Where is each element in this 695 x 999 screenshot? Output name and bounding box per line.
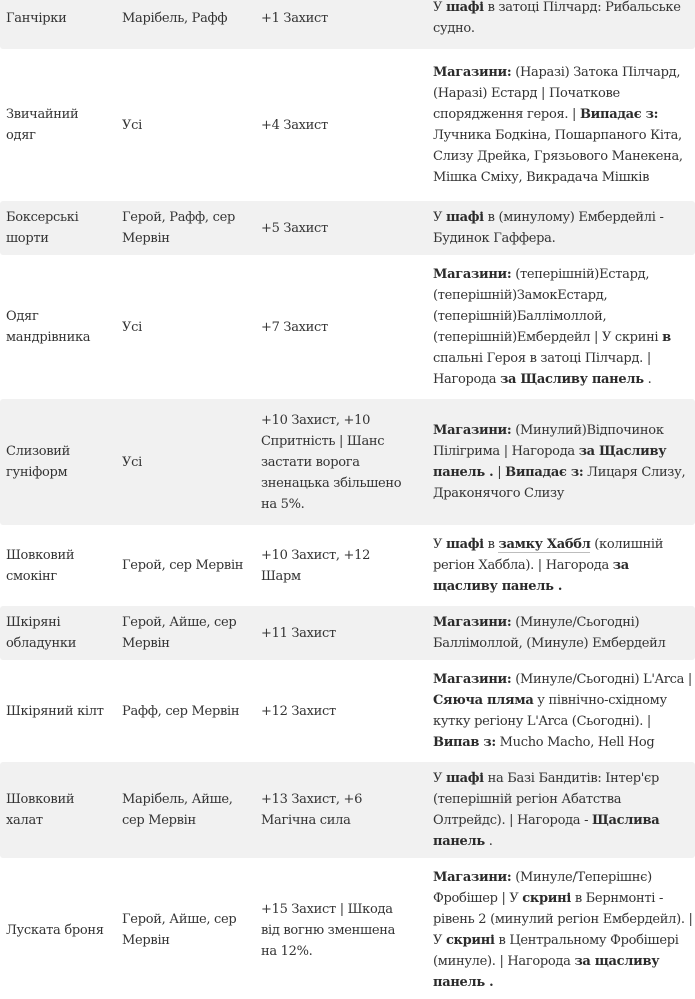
source-text: (теперішній)Естард, (теперішній)ЗамокЕстард, (теперішній)Баллімоллой, (теперішній)Ембердейл | У скрині — [433, 267, 663, 345]
source-text: (Минуле/Сьогодні) L'Arca | — [511, 672, 693, 687]
item-source-cell — [419, 258, 695, 396]
item-effect-cell: +1 Захист — [255, 0, 419, 49]
item-users-cell: Усі — [116, 399, 255, 525]
source-text: в Центральному Фробішері (минуле). | Нагорода — [433, 933, 679, 969]
item-name-cell: Боксерські шорти — [0, 201, 116, 255]
source-keyword: за Щасливу панель — [500, 372, 644, 387]
source-keyword: за Щасливу панель . — [433, 444, 667, 480]
source-keyword: Випав з: — [433, 735, 496, 750]
source-text: У — [433, 210, 446, 225]
table-row — [0, 258, 695, 396]
item-users-cell: Герой, Айше, сер Мервін — [116, 606, 255, 660]
item-users-cell: Марібель, Рафф — [116, 0, 255, 49]
source-keyword: Магазини: — [433, 65, 512, 80]
table-row — [0, 762, 695, 858]
item-users-cell: Герой, Айше, сер Мервін — [116, 861, 255, 999]
source-text: Лучника Бодкіна, Пошарпаного Кіта, Слизу Дрейка, Грязьового Манекена, Мішка Сміху, Викрадача Мішків — [433, 128, 683, 185]
item-source-cell — [419, 861, 695, 999]
item-name-cell: Звичайний одяг — [0, 52, 116, 198]
item-source-cell — [419, 399, 695, 525]
item-effect-cell: +4 Захист — [255, 52, 419, 198]
source-keyword: Випадає з: — [579, 107, 659, 122]
source-text: в Бернмонті - рівень 2 (минулий регіон Ембердейл). | У — [433, 891, 693, 948]
source-text: У — [433, 0, 446, 15]
source-text: (Минуле/Сьогодні) Баллімоллой, (Минуле) Ембердейл — [433, 615, 666, 651]
source-keyword: за щасливу панель . — [433, 558, 629, 594]
source-keyword: Магазини: — [433, 870, 512, 885]
item-source-cell — [419, 201, 695, 255]
table-row — [0, 399, 695, 525]
item-users-cell: Герой, сер Мервін — [116, 528, 255, 603]
item-users-cell: Рафф, сер Мервін — [116, 663, 255, 759]
source-keyword: за щасливу панель . — [433, 954, 660, 990]
source-keyword: Магазини: — [433, 672, 512, 687]
source-keyword: Магазини: — [433, 423, 512, 438]
table-row — [0, 528, 695, 603]
table-row — [0, 52, 695, 198]
item-users-cell: Усі — [116, 52, 255, 198]
item-effect-cell: +7 Захист — [255, 258, 419, 396]
source-text: у північно-східному кутку регіону L'Arca (Сьогодні). | — [433, 693, 667, 729]
table-row — [0, 201, 695, 255]
item-source-cell — [419, 528, 695, 603]
source-text: на Базі Бандитів: Інтер'єр (теперішній регіон Абатства Олтрейдс). | Нагорода - — [433, 771, 660, 828]
item-name-cell: Шовковий смокінг — [0, 528, 116, 603]
source-keyword: шафі — [445, 771, 484, 786]
item-effect-cell: +15 Захист | Шкода від вогню зменшена на 12%. — [255, 861, 419, 999]
item-name-cell: Шкіряні обладунки — [0, 606, 116, 660]
item-name-cell: Ганчірки — [0, 0, 116, 49]
item-source-cell — [419, 762, 695, 858]
item-users-cell: Усі — [116, 258, 255, 396]
source-text: в затоці Пілчард: Рибальське судно. — [433, 0, 681, 36]
item-effect-cell: +10 Захист, +12 Шарм — [255, 528, 419, 603]
item-name-cell: Луската броня — [0, 861, 116, 999]
source-keyword: Магазини: — [433, 267, 512, 282]
source-keyword: шафі — [445, 0, 484, 15]
source-keyword: скрині — [445, 933, 495, 948]
location-link[interactable]: замку Хаббл — [498, 537, 591, 552]
item-users-cell: Марібель, Айше, сер Мервін — [116, 762, 255, 858]
table-row — [0, 0, 695, 49]
source-text: (Минулий)Відпочинок Пілігрима | Нагорода — [433, 423, 664, 459]
source-keyword: Магазини: — [433, 615, 512, 630]
item-effect-cell: +13 Захист, +6 Магічна сила — [255, 762, 419, 858]
item-name-cell: Шовковий халат — [0, 762, 116, 858]
source-keyword: в — [662, 330, 671, 345]
item-effect-cell: +5 Захист — [255, 201, 419, 255]
source-text: . — [484, 834, 493, 849]
source-text: (Наразі) Затока Пілчард, (Наразі) Естард | Початкове спорядження героя. | — [433, 65, 681, 122]
source-keyword: Випадає з: — [505, 465, 584, 480]
table-row — [0, 606, 695, 660]
item-name-cell: Слизовий гуніформ — [0, 399, 116, 525]
table-row — [0, 861, 695, 999]
source-text: Лицаря Слизу, Драконячого Слизу — [433, 465, 686, 501]
item-name-cell: Шкіряний кілт — [0, 663, 116, 759]
source-text: (Минуле/Теперішнє) Фробішер | У — [433, 870, 652, 906]
source-text: спальні Героя в затоці Пілчард. | Нагорода — [433, 351, 651, 387]
source-keyword: скрині — [522, 891, 571, 906]
source-text: У — [433, 771, 446, 786]
item-name-cell: Одяг мандрівника — [0, 258, 116, 396]
source-text: Mucho Macho, Hell Hog — [495, 735, 655, 750]
source-text: . — [643, 372, 652, 387]
source-keyword: шафі — [445, 537, 484, 552]
item-effect-cell: +12 Захист — [255, 663, 419, 759]
source-text: в (минулому) Ембердейлі - Будинок Гаффера. — [433, 210, 664, 246]
table-row — [0, 663, 695, 759]
item-users-cell: Герой, Рафф, сер Мервін — [116, 201, 255, 255]
item-effect-cell: +10 Захист, +10 Спритність | Шанс застати ворога зненацька збільшено на 5%. — [255, 399, 419, 525]
source-text: в — [483, 537, 499, 552]
source-keyword: Щаслива панель — [433, 813, 660, 849]
item-source-cell — [419, 0, 695, 49]
item-source-cell — [419, 663, 695, 759]
source-keyword: Сяюча пляма — [433, 693, 534, 708]
source-keyword: шафі — [445, 210, 484, 225]
item-source-cell — [419, 52, 695, 198]
source-text: У — [433, 537, 446, 552]
source-text: | — [493, 465, 506, 480]
item-effect-cell: +11 Захист — [255, 606, 419, 660]
source-text: (колишній регіон Хаббла). | Нагорода — [433, 537, 664, 573]
item-source-cell — [419, 606, 695, 660]
